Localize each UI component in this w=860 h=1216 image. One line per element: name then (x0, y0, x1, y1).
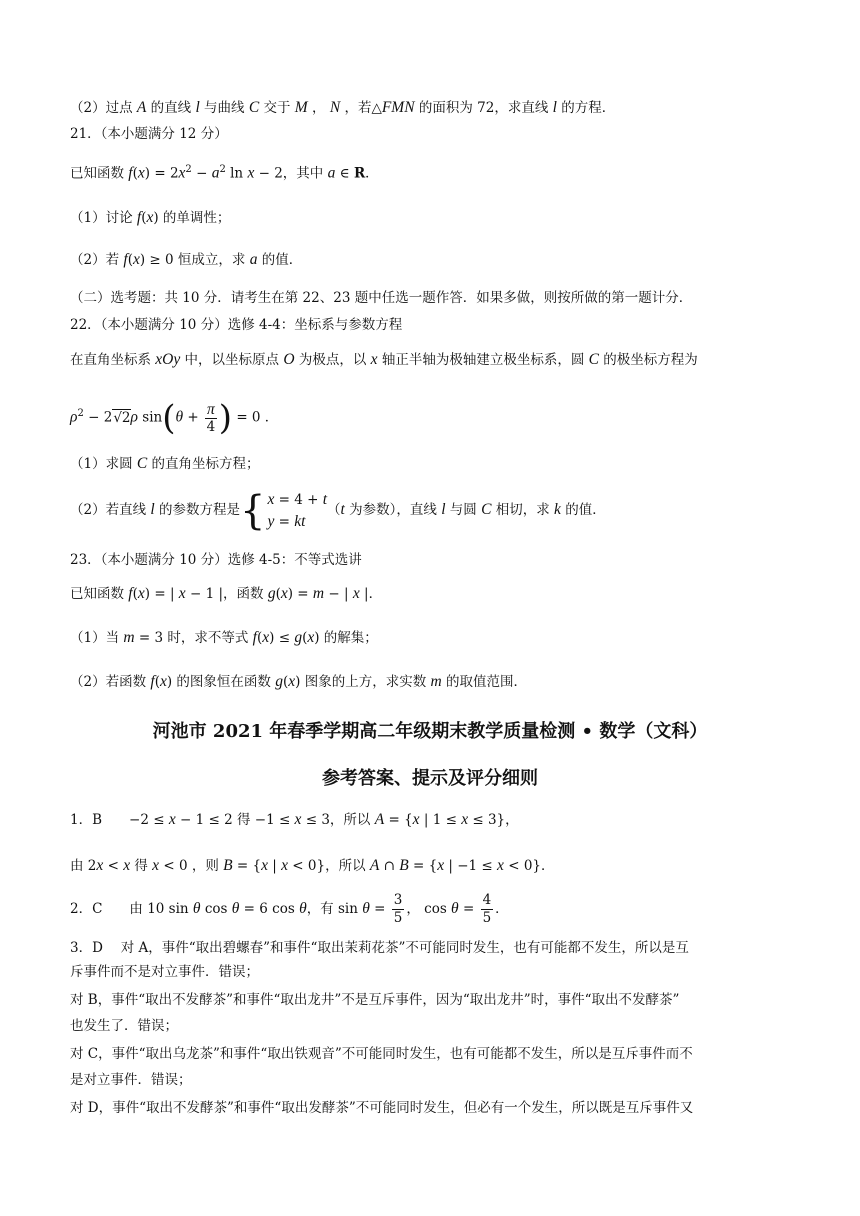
q21-heading: 21．（本小题满分 12 分） (70, 126, 228, 142)
q23-part2: （2）若函数 f(x) 的图象恒在函数 g(x) 图象的上方，求实数 m 的取值范围． (70, 673, 528, 690)
answer-1: 1．B −2 ≤ x − 1 ≤ 2 得 −1 ≤ x ≤ 3，所以 A = {x | 1 ≤ x ≤ 3}， (70, 811, 519, 828)
answer-3-line7: 对 D，事件“取出不发酵茶”和事件“取出发酵茶”不可能同时发生，但必有一个发生，所以既是互斥事件又 (70, 1100, 694, 1116)
q23-given: 已知函数 f(x) = | x − 1 |，函数 g(x) = m − | x |． (70, 585, 383, 602)
answer-section-subtitle: 参考答案、提示及评分细则 (322, 768, 538, 789)
answer-3-line1: 3．D 对 A，事件“取出碧螺春”和事件“取出茉莉花茶”不可能同时发生，也有可能都不发生，所以是互 (70, 940, 689, 956)
answer-3-line3: 对 B，事件“取出不发酵茶”和事件“取出龙井”不是互斥事件，因为“取出龙井”时，事件“取出不发酵茶” (70, 992, 680, 1008)
elective-note: （二）选考题：共 10 分．请考生在第 22、23 题中任选一题作答．如果多做，则按所做的第一题计分． (70, 290, 693, 306)
answer-section-title: 河池市 2021 年春季学期高二年级期末教学质量检测 • 数学（文科） (152, 721, 708, 742)
q21-part1: （1）讨论 f(x) 的单调性； (70, 209, 231, 226)
q22-heading: 22．（本小题满分 10 分）选修 4-4：坐标系与参数方程 (70, 317, 403, 333)
q21-part2: （2）若 f(x) ≥ 0 恒成立，求 a 的值． (70, 251, 303, 268)
answer-3-line6: 是对立事件．错误； (70, 1072, 192, 1088)
answer-3-line4: 也发生了．错误； (70, 1018, 178, 1034)
q23-heading: 23．（本小题满分 10 分）选修 4-5：不等式选讲 (70, 552, 362, 568)
q22-polar-equation: $\rho^2 - 2√2\rho$ sin(θ + $\frac{\pi}{4}$ ) = 0 ． (70, 398, 279, 438)
q22-given: 在直角坐标系 xOy 中，以坐标原点 O 为极点，以 x 轴正半轴为极轴建立极坐标系，圆 C 的极坐标方程为 (70, 351, 698, 368)
answer-3-line5: 对 C，事件“取出乌龙茶”和事件“取出铁观音”不可能同时发生，也有可能都不发生，所以是互斥事件而不 (70, 1046, 693, 1062)
q23-part1: （1）当 m = 3 时，求不等式 f(x) ≤ g(x) 的解集； (70, 629, 378, 646)
q21-given: 已知函数 $f(x) = 2x^2 - a^2$ ln x − 2，其中 a ∈ R． (70, 164, 379, 182)
q20-part2: （2）过点 A 的直线 l 与曲线 C 交于 M ， N ，若△FMN 的面积为 72，求直线 l 的方程． (70, 99, 616, 116)
q22-part2: （2）若直线 l 的参数方程是{ x = 4 + t y = kt （t 为参数），直线 l 与圆 C 相切，求 k 的值． (70, 487, 606, 534)
answer-3-line2: 斥事件而不是对立事件．错误； (70, 964, 259, 980)
answer-1-cont: 由 2x < x 得 x < 0 ，则 B = {x | x < 0}，所以 A ∩ B = {x | −1 ≤ x < 0}． (70, 857, 555, 874)
q22-part1: （1）求圆 C 的直角坐标方程； (70, 455, 260, 472)
answer-2: 2．C 由 10 sin θ cos θ = 6 cos θ，有 sin θ = $\frac{3}{5}$ ， cos θ = $\frac{4}{5}$ ． (70, 892, 509, 926)
